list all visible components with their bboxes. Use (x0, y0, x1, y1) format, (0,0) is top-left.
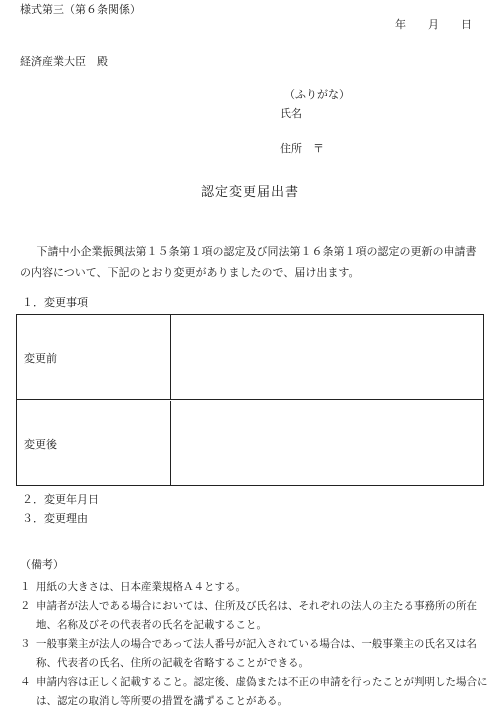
note-text: 用紙の大きさは、日本産業規格Ａ４とする。 (36, 581, 246, 593)
note-number: ３ (20, 638, 31, 650)
furigana-label: （ふりがな） (284, 88, 350, 101)
after-label: 変更後 (24, 438, 57, 451)
note-item (20, 635, 490, 673)
section-change-reason: ３．変更理由 (22, 512, 88, 525)
note-number: １ (20, 581, 31, 593)
note-text: 申請内容は正しく記載すること。認定後、虚偽または不正の申請を行ったことが判明した場合には、認定の取消し等所要の措置を講ずることがある。 (36, 676, 488, 707)
note-number: ２ (20, 600, 31, 612)
section-change-items: １．変更事項 (22, 296, 88, 309)
note-item (20, 673, 490, 711)
notes-list (20, 578, 490, 711)
notes-title: （備考） (20, 558, 64, 571)
note-text: 一般事業主が法人の場合であって法人番号が記入されている場合は、一般事業主の氏名又は名称、代表者の氏名、住所の記載を省略することができる。 (36, 638, 477, 669)
note-text: 申請者が法人である場合においては、住所及び氏名は、それぞれの法人の主たる事務所の所在地、名称及びその代表者の氏名を記載すること。 (36, 600, 477, 631)
name-label: 氏名 (280, 107, 302, 120)
form-label: 様式第三（第６条関係） (20, 3, 141, 16)
date-month-label: 月 (428, 18, 439, 31)
after-value-cell[interactable] (171, 401, 483, 486)
body-text: 下請中小企業振興法第１５条第１項の認定及び同法第１６条第１項の認定の更新の申請書の内容について、下記のとおり変更がありましたので、届け出ます。 (20, 245, 477, 279)
date-day-label: 日 (461, 18, 472, 31)
table-row-after (17, 401, 483, 486)
note-item (20, 597, 490, 635)
section-change-date: ２．変更年月日 (22, 493, 99, 506)
note-item (20, 578, 490, 597)
before-label-cell (17, 315, 171, 399)
table-row-before (17, 315, 483, 400)
note-number: ４ (20, 676, 31, 688)
change-table (16, 314, 484, 486)
date-fields (395, 18, 472, 31)
before-label: 変更前 (24, 352, 57, 365)
address-label: 住所 (280, 142, 302, 155)
before-value-cell[interactable] (171, 315, 483, 399)
document-title: 認定変更届出書 (200, 185, 299, 200)
after-label-cell (17, 401, 171, 486)
date-year-label: 年 (395, 18, 406, 31)
addressee: 経済産業大臣 殿 (20, 55, 108, 68)
postal-mark: 〒 (313, 142, 324, 155)
